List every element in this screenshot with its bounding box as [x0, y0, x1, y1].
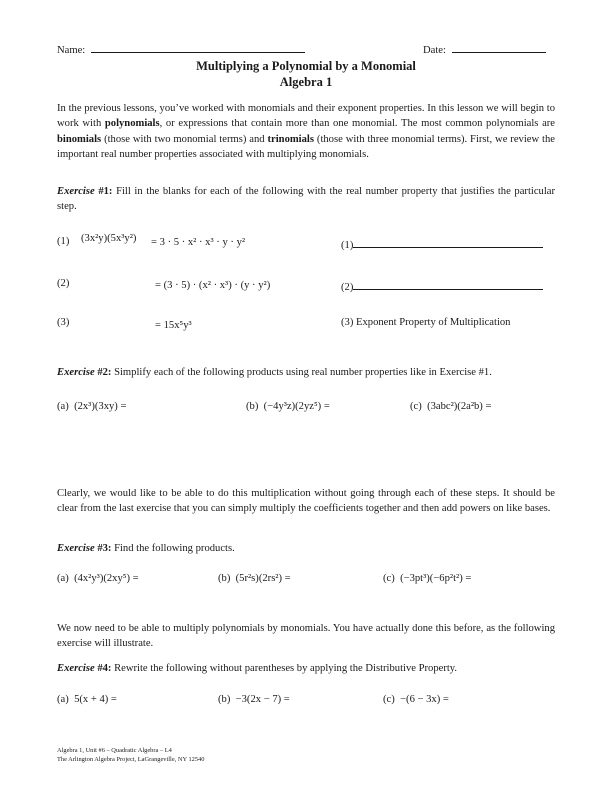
- ex1-row-2-answer-label: (2): [341, 282, 354, 293]
- ex3-item-b-expression: (5r²s)(2rs²) =: [235, 573, 291, 584]
- exercise-4-label: Exercise: [57, 663, 95, 674]
- exercise-3-text: Find the following products.: [111, 543, 235, 554]
- ex4-item-c: [383, 695, 449, 706]
- exercise-2-label: Exercise: [57, 367, 95, 378]
- footer: [57, 746, 204, 764]
- page-subtitle: Algebra 1: [279, 75, 333, 89]
- ex4-item-c-letter: (c): [383, 694, 395, 705]
- ex1-row-2-rhs: = (3 · 5) · (x² · x³) · (y · y²): [155, 280, 271, 291]
- exercise-1-text: Fill in the blanks for each of the following with the real number property that justifies the particular step.: [57, 186, 555, 213]
- transition-paragraph-1: Clearly, we would like to be able to do this multiplication without going through each of these steps. It should be clear from the last exercise that you can simply multiply the coefficients together and then add powers on like bases.: [57, 488, 555, 515]
- intro-text-4: (those with three monomial terms). First, we review the important real number properties associated with multiplying monomials.: [57, 133, 555, 160]
- ex2-item-b: [246, 402, 330, 413]
- ex2-item-c: [410, 402, 491, 413]
- intro-text-3: (those with two monomial terms) and: [101, 133, 268, 145]
- ex4-item-b-expression: −3(2x − 7) =: [235, 694, 290, 705]
- name-blank[interactable]: [91, 42, 305, 53]
- page-title: Multiplying a Polynomial by a Monomial: [196, 59, 416, 73]
- ex1-row-1-lhs: (3x²y)(5x³y²): [81, 233, 137, 244]
- ex4-item-a: [57, 695, 117, 706]
- exercise-4-number: #4:: [97, 663, 112, 674]
- exercise-1-number: #1:: [98, 186, 113, 197]
- exercise-1-label: Exercise: [57, 186, 95, 197]
- term-trinomials: trinomials: [267, 133, 314, 145]
- ex3-item-c-letter: (c): [383, 573, 395, 584]
- ex2-item-c-letter: (c): [410, 401, 422, 412]
- ex1-row-2-number: (2): [57, 278, 70, 289]
- footer-project-line: The Arlington Algebra Project, LaGrangeville, NY 12540: [57, 756, 205, 763]
- exercise-4-text: Rewrite the following without parentheses by applying the Distributive Property.: [111, 663, 458, 674]
- ex1-row-2-blank[interactable]: [353, 279, 543, 290]
- ex4-item-b-letter: (b): [218, 694, 231, 705]
- ex2-item-b-letter: (b): [246, 401, 259, 412]
- ex4-item-a-expression: 5(x + 4) =: [74, 694, 117, 705]
- exercise-3-prompt: [57, 544, 235, 555]
- ex3-item-b-letter: (b): [218, 573, 231, 584]
- intro-text-2: , or expressions that contain more than one monomial. The most common polynomials are: [159, 118, 555, 130]
- ex1-row-3-number: (3): [57, 317, 70, 328]
- ex1-row-1-answer-label: (1): [341, 240, 354, 251]
- exercise-2-prompt: [57, 368, 492, 379]
- ex3-item-c-expression: (−3pt³)(−6p²t²) =: [400, 573, 472, 584]
- date-line: [423, 42, 546, 57]
- exercise-2-text: Simplify each of the following products using real number properties like in Exercise #1.: [111, 367, 492, 378]
- ex1-row-1-rhs: = 3 · 5 · x² · x³ · y · y²: [151, 237, 246, 248]
- name-line: [57, 42, 305, 57]
- ex1-row-2-answer: [341, 279, 543, 294]
- ex1-row-1-answer: [341, 237, 543, 252]
- exercise-4-prompt: [57, 664, 457, 675]
- footer-course-line: Algebra 1, Unit #6 – Quadratic Algebra – L4: [57, 747, 172, 754]
- term-binomials: binomials: [57, 133, 102, 145]
- date-blank[interactable]: [452, 42, 546, 53]
- ex3-item-b: [218, 574, 291, 585]
- term-polynomials: polynomials: [104, 118, 160, 130]
- transition-paragraph-2: We now need to be able to multiply polynomials by monomials. You have actually done this before, as the following exercise will illustrate.: [57, 623, 555, 650]
- exercise-3-label: Exercise: [57, 543, 95, 554]
- ex1-row-1-blank[interactable]: [353, 237, 543, 248]
- ex4-item-a-letter: (a): [57, 694, 69, 705]
- ex2-item-a-expression: (2x³)(3xy) =: [74, 401, 127, 412]
- name-label: Name:: [57, 45, 86, 56]
- intro-text-1: In the previous lessons, you’ve worked with monomials and their exponent properties. In this lesson we will begin to work with: [57, 103, 555, 130]
- ex3-item-a-expression: (4x²y³)(2xy⁵) =: [74, 573, 139, 584]
- intro-paragraph: [57, 101, 555, 162]
- ex1-row-1-number: (1): [57, 236, 70, 247]
- ex2-item-a: [57, 402, 126, 413]
- date-label: Date:: [423, 45, 446, 56]
- ex1-row-3-answer: [341, 318, 510, 329]
- ex2-item-a-letter: (a): [57, 401, 69, 412]
- ex1-row-3-answer-text: Exponent Property of Multiplication: [356, 317, 511, 328]
- ex3-item-a: [57, 574, 139, 585]
- ex2-item-b-expression: (−4y³z)(2yz⁵) =: [263, 401, 330, 412]
- ex1-row-3-answer-label: (3): [341, 317, 354, 328]
- ex4-item-b: [218, 695, 290, 706]
- exercise-2-number: #2:: [97, 367, 112, 378]
- ex1-row-3-rhs: = 15x⁵y³: [155, 320, 192, 331]
- ex3-item-a-letter: (a): [57, 573, 69, 584]
- ex2-item-c-expression: (3abc²)(2a²b) =: [427, 401, 492, 412]
- exercise-1-prompt: [57, 184, 555, 215]
- ex4-item-c-expression: −(6 − 3x) =: [400, 694, 449, 705]
- ex3-item-c: [383, 574, 471, 585]
- exercise-3-number: #3:: [97, 543, 112, 554]
